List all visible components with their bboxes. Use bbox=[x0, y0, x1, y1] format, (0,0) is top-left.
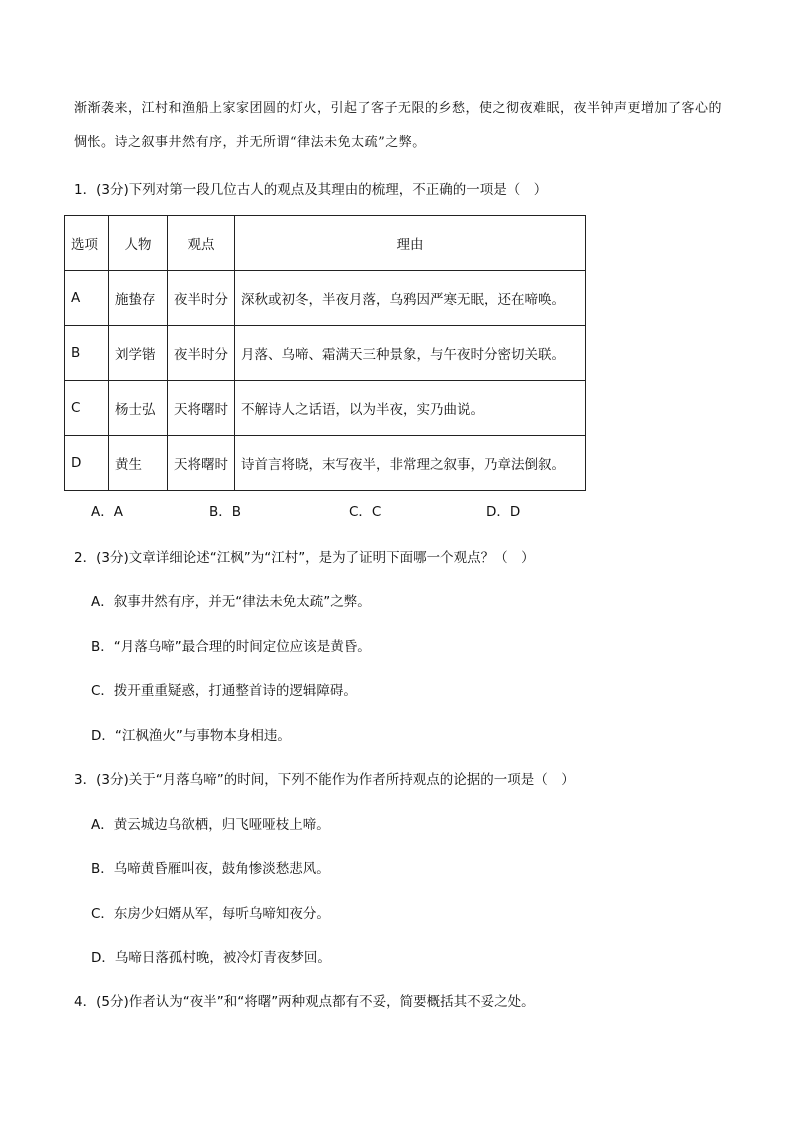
header-reason: 理由 bbox=[235, 216, 586, 271]
row-option: C bbox=[65, 381, 109, 436]
table-row bbox=[65, 271, 586, 326]
row-person: 黄生 bbox=[109, 436, 168, 491]
table-row bbox=[65, 436, 586, 491]
question-3-stem: 3．(3分)关于“月落乌啼”的时间，下列不能作为作者所持观点的论据的一项是（ ） bbox=[74, 772, 575, 788]
row-viewpoint: 天将曙时 bbox=[168, 381, 235, 436]
row-viewpoint: 夜半时分 bbox=[168, 326, 235, 381]
header-person: 人物 bbox=[109, 216, 168, 271]
row-reason: 深秋或初冬，半夜月落，乌鸦因严寒无眠，还在啼唤。 bbox=[235, 271, 586, 326]
question-4-stem: 4．(5分)作者认为“夜半”和“将曙”两种观点都有不妥，简要概括其不妥之处。 bbox=[74, 994, 535, 1010]
question-1-choices bbox=[91, 500, 551, 520]
choice-a[interactable]: A．A bbox=[91, 504, 123, 520]
row-option: B bbox=[65, 326, 109, 381]
intro-paragraph: 渐渐袭来，江村和渔船上家家团圆的灯火，引起了客子无限的乡愁，使之彻夜难眠，夜半钟声更增加了客心的惆怅。诗之叙事井然有序，并无所谓“律法未免太疏”之弊。 bbox=[74, 101, 723, 150]
row-reason: 月落、乌啼、霜满天三种景象，与午夜时分密切关联。 bbox=[235, 326, 586, 381]
q2-option-d[interactable]: D．“江枫渔火”与事物本身相违。 bbox=[91, 728, 291, 744]
header-viewpoint: 观点 bbox=[168, 216, 235, 271]
row-person: 施蛰存 bbox=[109, 271, 168, 326]
q3-option-a[interactable]: A．黄云城边乌欲栖，归飞哑哑枝上啼。 bbox=[91, 817, 330, 833]
q2-option-c[interactable]: C．拨开重重疑惑，打通整首诗的逻辑障碍。 bbox=[91, 683, 357, 699]
row-option: A bbox=[65, 271, 109, 326]
q2-option-a[interactable]: A．叙事井然有序，并无“律法未免太疏”之弊。 bbox=[91, 594, 371, 610]
row-person: 杨士弘 bbox=[109, 381, 168, 436]
question-2-stem: 2．(3分)文章详细论述“江枫”为“江村”，是为了证明下面哪一个观点？（ ） bbox=[74, 550, 535, 566]
q2-option-b[interactable]: B．“月落乌啼”最合理的时间定位应该是黄昏。 bbox=[91, 639, 371, 655]
row-reason: 诗首言将晓，末写夜半，非常理之叙事，乃章法倒叙。 bbox=[235, 436, 586, 491]
choice-c[interactable]: C．C bbox=[349, 504, 382, 520]
table-header-row bbox=[65, 216, 586, 271]
header-option: 选项 bbox=[65, 216, 109, 271]
row-reason: 不解诗人之话语，以为半夜，实乃曲说。 bbox=[235, 381, 586, 436]
table-row bbox=[65, 381, 586, 436]
q3-option-b[interactable]: B．乌啼黄昏雁叫夜，鼓角惨淡愁悲风。 bbox=[91, 861, 330, 877]
table-row bbox=[65, 326, 586, 381]
row-viewpoint: 夜半时分 bbox=[168, 271, 235, 326]
row-person: 刘学锴 bbox=[109, 326, 168, 381]
q3-option-d[interactable]: D．乌啼日落孤村晚，被冷灯青夜梦回。 bbox=[91, 950, 331, 966]
question-1-stem: 1．(3分)下列对第一段几位古人的观点及其理由的梳理，不正确的一项是（ ） bbox=[74, 182, 548, 198]
viewpoint-table bbox=[64, 215, 586, 491]
q3-option-c[interactable]: C．东房少妇婿从军，每听乌啼知夜分。 bbox=[91, 906, 330, 922]
choice-d[interactable]: D．D bbox=[486, 504, 521, 520]
row-option: D bbox=[65, 436, 109, 491]
row-viewpoint: 天将曙时 bbox=[168, 436, 235, 491]
choice-b[interactable]: B．B bbox=[209, 504, 242, 520]
